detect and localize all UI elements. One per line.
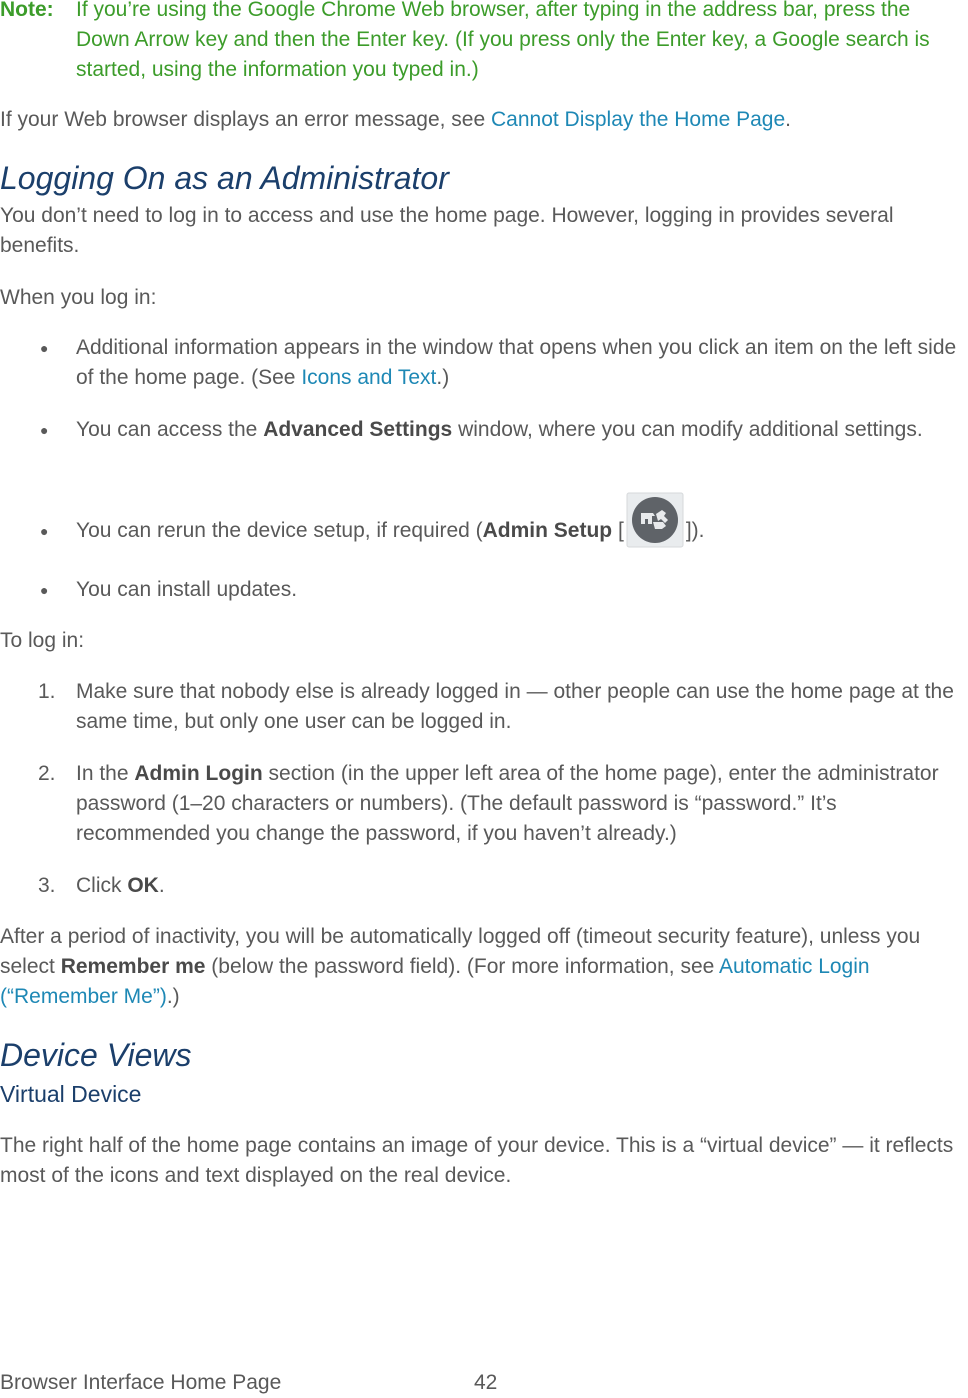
page-number: 42	[474, 1371, 498, 1394]
icons-and-text-link[interactable]: Icons and Text	[301, 366, 437, 389]
bullet-icon: ●	[40, 523, 49, 539]
step-number: 2.	[38, 762, 56, 785]
virtual-device-paragraph: The right half of the home page contains an image of your device. This is a “virtual device” — it reflects most of the icons and text displayed on the real device.	[0, 1134, 954, 1187]
note-box	[0, 0, 968, 85]
section-heading-device-views: Device Views	[0, 1037, 192, 1073]
logging-intro: You don’t need to log in to access and use the home page. However, logging in provides several benefits.	[0, 204, 894, 257]
when-you-log-in-label: When you log in:	[0, 286, 157, 309]
bullet-icon: ●	[40, 422, 49, 438]
list-item: ● Additional information appears in the window that opens when you click an item on the left side of the home page. (See Icons and Text.)	[0, 333, 968, 393]
subheading-virtual-device: Virtual Device	[0, 1081, 142, 1107]
list-item: ● You can access the Advanced Settings window, where you can modify additional settings.	[0, 415, 968, 445]
ok-term: OK	[127, 874, 159, 897]
page-footer	[0, 1368, 968, 1398]
admin-setup-term: Admin Setup	[482, 519, 613, 542]
footer-title: Browser Interface Home Page	[0, 1371, 282, 1394]
step-item: 3. Click OK.	[0, 871, 968, 901]
bullet-icon: ●	[40, 340, 49, 356]
advanced-settings-term: Advanced Settings	[263, 418, 453, 441]
step-number: 1.	[38, 680, 56, 703]
step-number: 3.	[38, 874, 56, 897]
step-item: 2. In the Admin Login section (in the upper left area of the home page), enter the administrator password (1–20 characters or numbers). (The default password is “password.” It’s recommended you change the password, if you haven’t already.)	[0, 759, 968, 849]
note-label: Note:	[0, 0, 54, 21]
list-item: ● You can install updates.	[0, 575, 968, 605]
to-log-in-label: To log in:	[0, 629, 85, 652]
note-text: If you’re using the Google Chrome Web browser, after typing in the address bar, press the Down Arrow key and then the Enter key. (If you press only the Enter key, a Google search is started, using the information you typed in.)	[76, 0, 930, 81]
cannot-display-link[interactable]: Cannot Display the Home Page	[491, 108, 786, 131]
timeout-paragraph: After a period of inactivity, you will be automatically logged off (timeout security feature), unless you select Remember me (below the password field). (For more information, see Automatic Login (“Remember Me”).)	[0, 925, 921, 1008]
remember-me-term: Remember me	[60, 955, 206, 978]
automatic-login-link[interactable]: Automatic Login (“Remember Me”)	[0, 955, 870, 1008]
step-item: 1. Make sure that nobody else is already logged in — other people can use the home page at the same time, but only one user can be logged in.	[0, 677, 968, 737]
list-item: ● You can rerun the device setup, if required (Admin Setup [ ]).	[0, 516, 968, 546]
admin-login-term: Admin Login	[134, 762, 263, 785]
section-heading-logging-on: Logging On as an Administrator	[0, 160, 449, 196]
error-paragraph: If your Web browser displays an error message, see Cannot Display the Home Page.	[0, 108, 792, 131]
admin-setup-icon	[626, 492, 684, 548]
bullet-icon: ●	[40, 582, 49, 598]
